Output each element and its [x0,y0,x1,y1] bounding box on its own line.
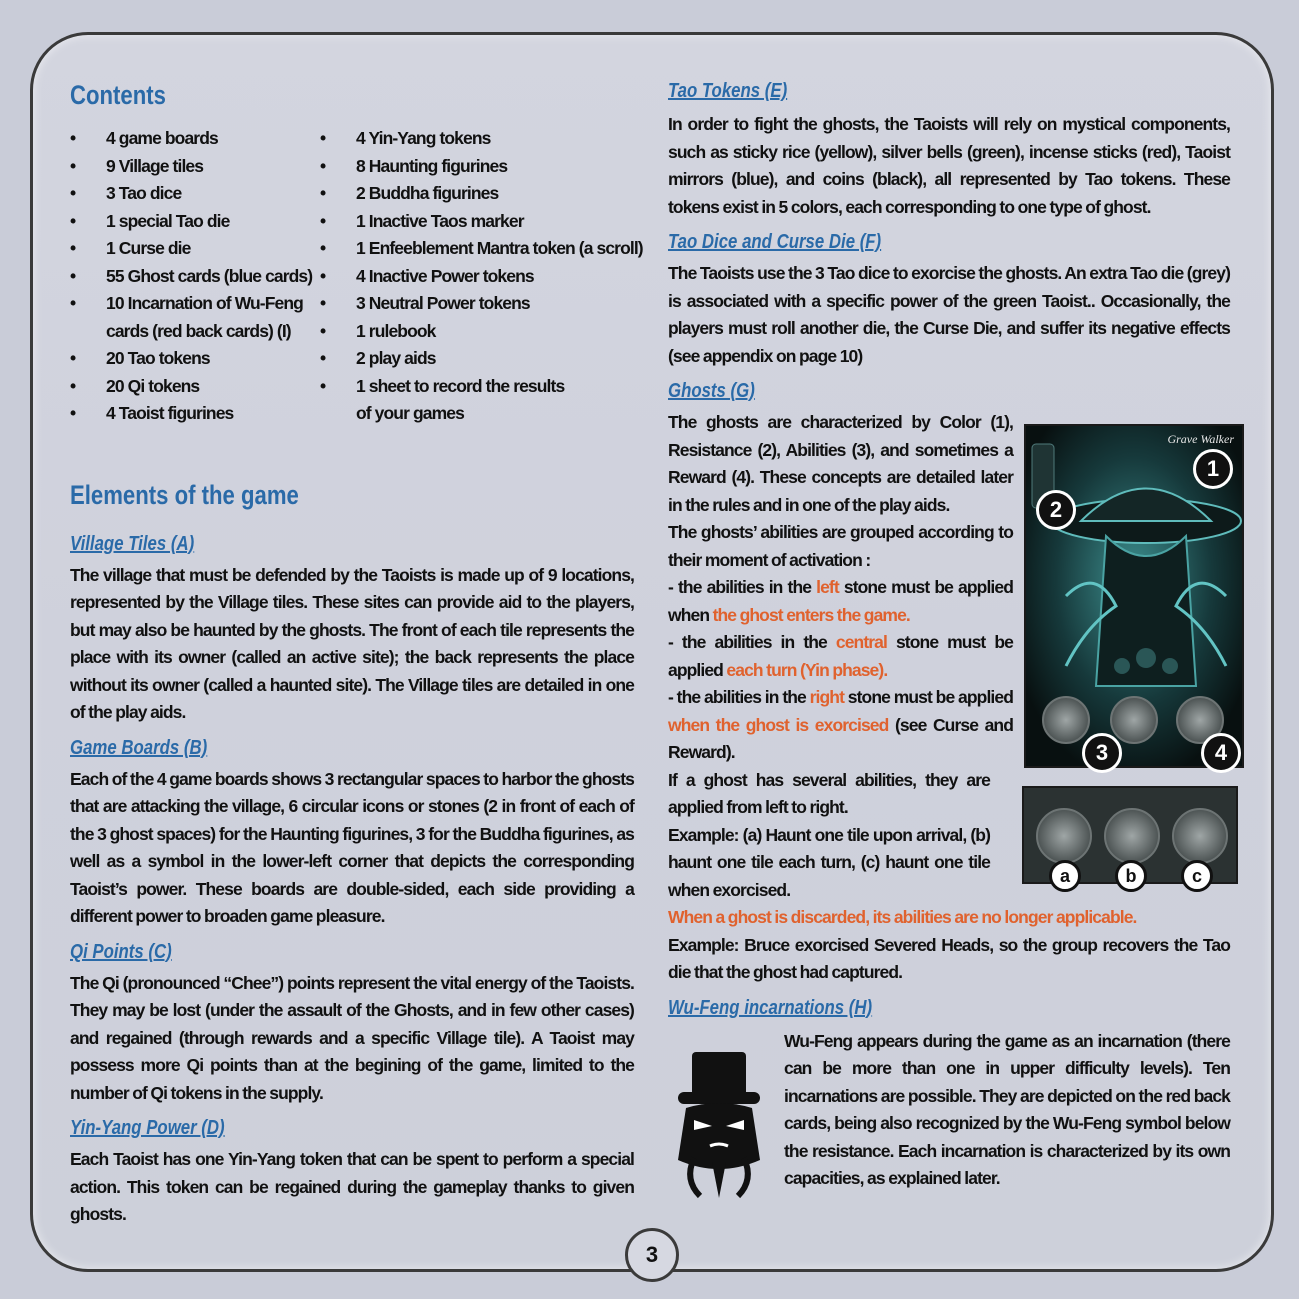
page-number: 3 [625,1228,679,1282]
village-heading: Village Tiles (A) [70,532,195,555]
elements-title: Elements of the game [70,479,299,510]
yinyang-heading: Yin-Yang Power (D) [70,1117,225,1139]
central-stone [1110,696,1158,744]
contents-title: Contents [70,80,166,110]
badge-b: b [1115,860,1147,892]
ghosts-example-block [668,767,990,905]
contents-item: • 8 Haunting figurines [320,153,634,181]
contents-item: • 9 Village tiles [70,153,320,181]
left-column [70,80,643,1229]
ghosts-heading: Ghosts (G) [668,380,755,402]
badge-4: 4 [1201,733,1241,773]
contents-item: • 20 Qi tokens [70,373,320,401]
yinyang-text: Each Taoist has one Yin-Yang token that can be spent to perform a special action. This token can be regained during the gameplay thanks to given ghosts. [70,1149,634,1224]
contents-item: • 4 Yin-Yang tokens [320,125,634,153]
qi-heading: Qi Points (C) [70,940,172,963]
contents-item: • 1 rulebook [320,318,634,346]
badge-3: 3 [1082,733,1122,773]
contents-item: • 20 Tao tokens [70,345,320,373]
contents-item: • 55 Ghost cards (blue cards) [70,263,320,291]
contents-item-continued: of your games [356,403,464,423]
tao-tokens-text: In order to fight the ghosts, the Taoists will rely on mystical components, such as sticky rice (yellow), silver bells (green), incense sticks (red), Taoist mirrors (blue), and coins (black), all represented by Tao tokens. These tokens exist in 5 colors, each corresponding to one type of ghost. [668,114,1230,217]
contents-item: • 10 Incarnation of Wu-Feng [70,290,320,318]
contents-item: • 4 Taoist figurines [70,400,320,428]
ghosts-grouped: The ghosts’ abilities are grouped according to their moment of activation : [668,522,1013,570]
ghosts-central-rule: - the abilities in the central stone must be applied each turn (Yin phase). [668,632,1013,680]
ghosts-discarded: When a ghost is discarded, its abilities are no longer applicable. [668,907,1137,927]
stone-c [1172,808,1228,864]
contents-item: • 1 Enfeeblement Mantra token (a scroll) [320,235,634,263]
dice-heading: Tao Dice and Curse Die (F) [668,231,882,253]
ghosts-several: If a ghost has several abilities, they are applied from left to right. [668,769,990,817]
ghosts-example2: Example: Bruce exorcised Severed Heads, so the group recovers the Tao die that the ghost had captured. [668,934,1230,982]
badge-c: c [1181,860,1213,892]
contents-list [70,125,643,428]
left-stone [1042,696,1090,744]
stone-a [1036,808,1092,864]
contents-item: • 4 Inactive Power tokens [320,263,634,291]
contents-item: • 2 play aids [320,345,634,373]
contents-item-continued: cards (red back cards) (I) [106,320,291,341]
contents-item: • 1 Curse die [70,235,320,263]
ghosts-intro: The ghosts are characterized by Color (1), Resistance (2), Abilities (3), and sometimes a Reward (4). These concepts are detailed later in the rules and in one of the play aids. [668,412,1013,515]
contents-item: • 1 Inactive Taos marker [320,208,634,236]
contents-item: • 1 special Tao die [70,208,320,236]
stone-b [1104,808,1160,864]
card-name: Grave Walker [1167,432,1234,446]
boards-heading: Game Boards (B) [70,736,208,759]
ghosts-right-rule: - the abilities in the right stone must be applied when the ghost is exorcised (see Curse and Reward). [668,687,1014,762]
tao-tokens-heading: Tao Tokens (E) [668,80,788,102]
contents-item: • 3 Tao dice [70,180,320,208]
wufeng-heading: Wu-Feng incarnations (H) [668,996,873,1019]
boards-text: Each of the 4 game boards shows 3 rectangular spaces to harbor the ghosts that are attacking the village, 6 circular icons or stones (2 in front of each of the 3 ghost spaces) for the Haunting figurines, 3 for the Buddha figurines, as well as a symbol in the lower-left corner that depicts the corresponding Taoist’s power. These boards are double-sided, each side providing a different power to broaden game pleasure. [70,768,634,926]
contents-list-col2 [320,125,643,428]
wufeng-text: Wu-Feng appears during the game as an incarnation (there can be more than one in upper difficulty levels). Ten incarnations are possible. They are depicted on the red back cards, being also recognized by the Wu-Feng symbol below the resistance. Each incarnation is characterized by its own capacities, as explained later. [784,1030,1230,1188]
badge-2: 2 [1036,490,1076,530]
badge-1: 1 [1193,449,1233,489]
contents-list-col1 [70,125,320,428]
dice-text: The Taoists use the 3 Tao dice to exorcise the ghosts. An extra Tao die (grey) is associated with a specific power of the green Taoist.. Occasionally, the players must roll another die, the Curse Die, and suffer its negative effects (see appendix on page 10) [668,263,1230,366]
ghosts-text-block [668,409,1013,767]
ghosts-example1: Example: (a) Haunt one tile upon arrival, (b) haunt one tile each turn, (c) haunt one tile when exorcised. [668,824,990,900]
contents-item: • 4 game boards [70,125,320,153]
village-text: The village that must be defended by the Taoists is made up of 9 locations, represented by the Village tiles. These sites can provide aid to the players, but may also be haunted by the ghosts. The front of each tile represents the place with its owner (called an active site); the back represents the place without its owner (called a haunted site). The Village tiles are detailed in one of the play aids. [70,564,634,722]
qi-text: The Qi (pronounced “Chee”) points represent the vital energy of the Taoists. They may be lost (under the assault of the Ghosts, and in few other cases) and regained (through rewards and a specific Village tile). A Taoist may possess more Qi points than at the begining of the game, limited to the number of Qi tokens in the supply. [70,972,634,1103]
contents-item: • 1 sheet to record the results [320,373,634,401]
contents-item: • 3 Neutral Power tokens [320,290,634,318]
badge-a: a [1049,860,1081,892]
contents-item: • 2 Buddha figurines [320,180,634,208]
wu-feng-symbol [664,1050,774,1200]
ghosts-left-rule: - the abilities in the left stone must be applied when the ghost enters the game. [668,577,1013,625]
